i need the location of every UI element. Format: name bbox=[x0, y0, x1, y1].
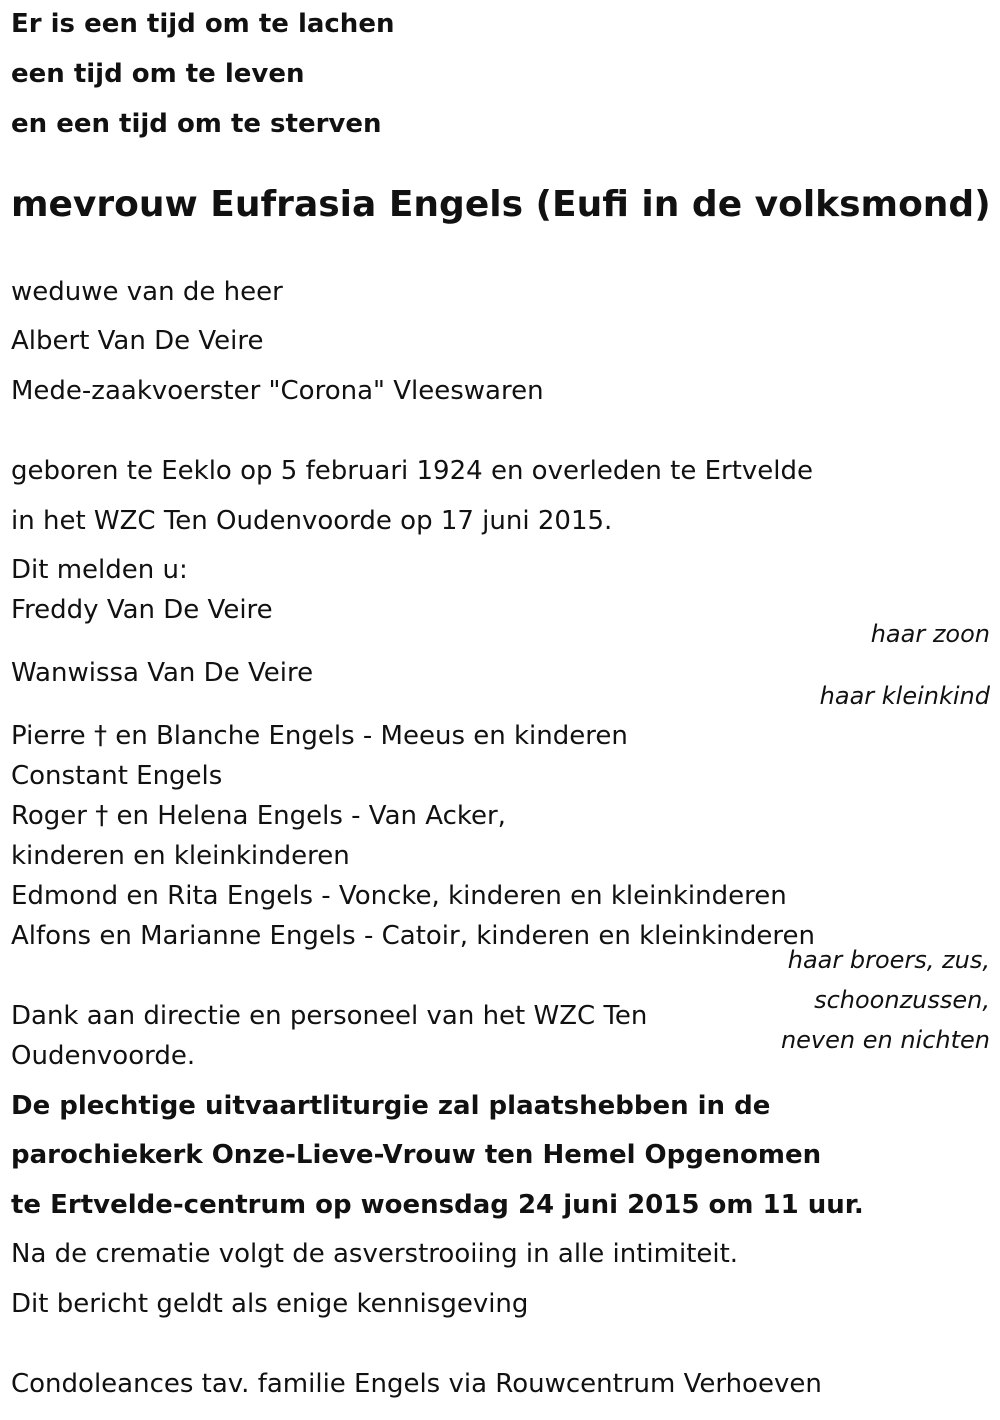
siblings-relation: haar broers, zus, bbox=[787, 946, 990, 974]
poem-line: en een tijd om te sterven bbox=[11, 109, 382, 139]
spouse-line: weduwe van de heer bbox=[11, 277, 283, 307]
birth-death-line: in het WZC Ten Oudenvoorde op 17 juni 2015. bbox=[11, 506, 613, 536]
poem-line: een tijd om te leven bbox=[11, 59, 305, 89]
son-relation: haar zoon bbox=[870, 620, 990, 648]
condolences-note: Condoleances tav. familie Engels via Rouwcentrum Verhoeven bbox=[11, 1369, 822, 1399]
sibling-line bbox=[11, 720, 628, 752]
grandchild-name: Wanwissa Van De Veire bbox=[11, 658, 314, 688]
sibling-line: kinderen en kleinkinderen bbox=[11, 841, 350, 871]
liturgy-line: parochiekerk Onze-Lieve-Vrouw ten Hemel Opgenomen bbox=[11, 1140, 822, 1170]
sibling-line: Alfons en Marianne Engels - Catoir, kinderen en kleinkinderen bbox=[11, 921, 815, 951]
spouse-line: Mede-zaakvoerster "Corona" Vleeswaren bbox=[11, 376, 544, 406]
siblings-relation: neven en nichten bbox=[780, 1026, 990, 1054]
birth-death-line: geboren te Eeklo op 5 februari 1924 en overleden te Ertvelde bbox=[11, 456, 814, 486]
sibling-line: Constant Engels bbox=[11, 761, 223, 791]
sibling-name: Pierre bbox=[11, 721, 86, 751]
sibling-name: Roger bbox=[11, 801, 87, 831]
sibling-line: Edmond en Rita Engels - Voncke, kinderen en kleinkinderen bbox=[11, 881, 787, 911]
siblings-relation: schoonzussen, bbox=[814, 986, 990, 1014]
deceased-name: mevrouw Eufrasia Engels (Eufi in de volksmond) bbox=[11, 184, 991, 225]
sibling-name: en Blanche Engels - Meeus en kinderen bbox=[115, 721, 628, 751]
sibling-name: en Helena Engels - Van Acker, bbox=[116, 801, 506, 831]
cross-icon: † bbox=[95, 801, 109, 831]
grandchild-relation: haar kleinkind bbox=[819, 682, 990, 710]
spouse-name: Albert Van De Veire bbox=[11, 326, 264, 356]
cremation-note: Na de crematie volgt de asverstrooiing in alle intimiteit. bbox=[11, 1239, 739, 1269]
thanks-line: Oudenvoorde. bbox=[11, 1041, 196, 1071]
liturgy-line: De plechtige uitvaartliturgie zal plaatshebben in de bbox=[11, 1091, 771, 1121]
sibling-line bbox=[11, 800, 506, 832]
notice-note: Dit bericht geldt als enige kennisgeving bbox=[11, 1289, 529, 1319]
liturgy-line: te Ertvelde-centrum op woensdag 24 juni 2015 om 11 uur. bbox=[11, 1190, 864, 1220]
cross-icon: † bbox=[93, 721, 107, 751]
son-name: Freddy Van De Veire bbox=[11, 595, 273, 625]
thanks-line: Dank aan directie en personeel van het WZC Ten bbox=[11, 1001, 648, 1031]
announce-intro: Dit melden u: bbox=[11, 555, 188, 585]
poem-line: Er is een tijd om te lachen bbox=[11, 9, 395, 39]
